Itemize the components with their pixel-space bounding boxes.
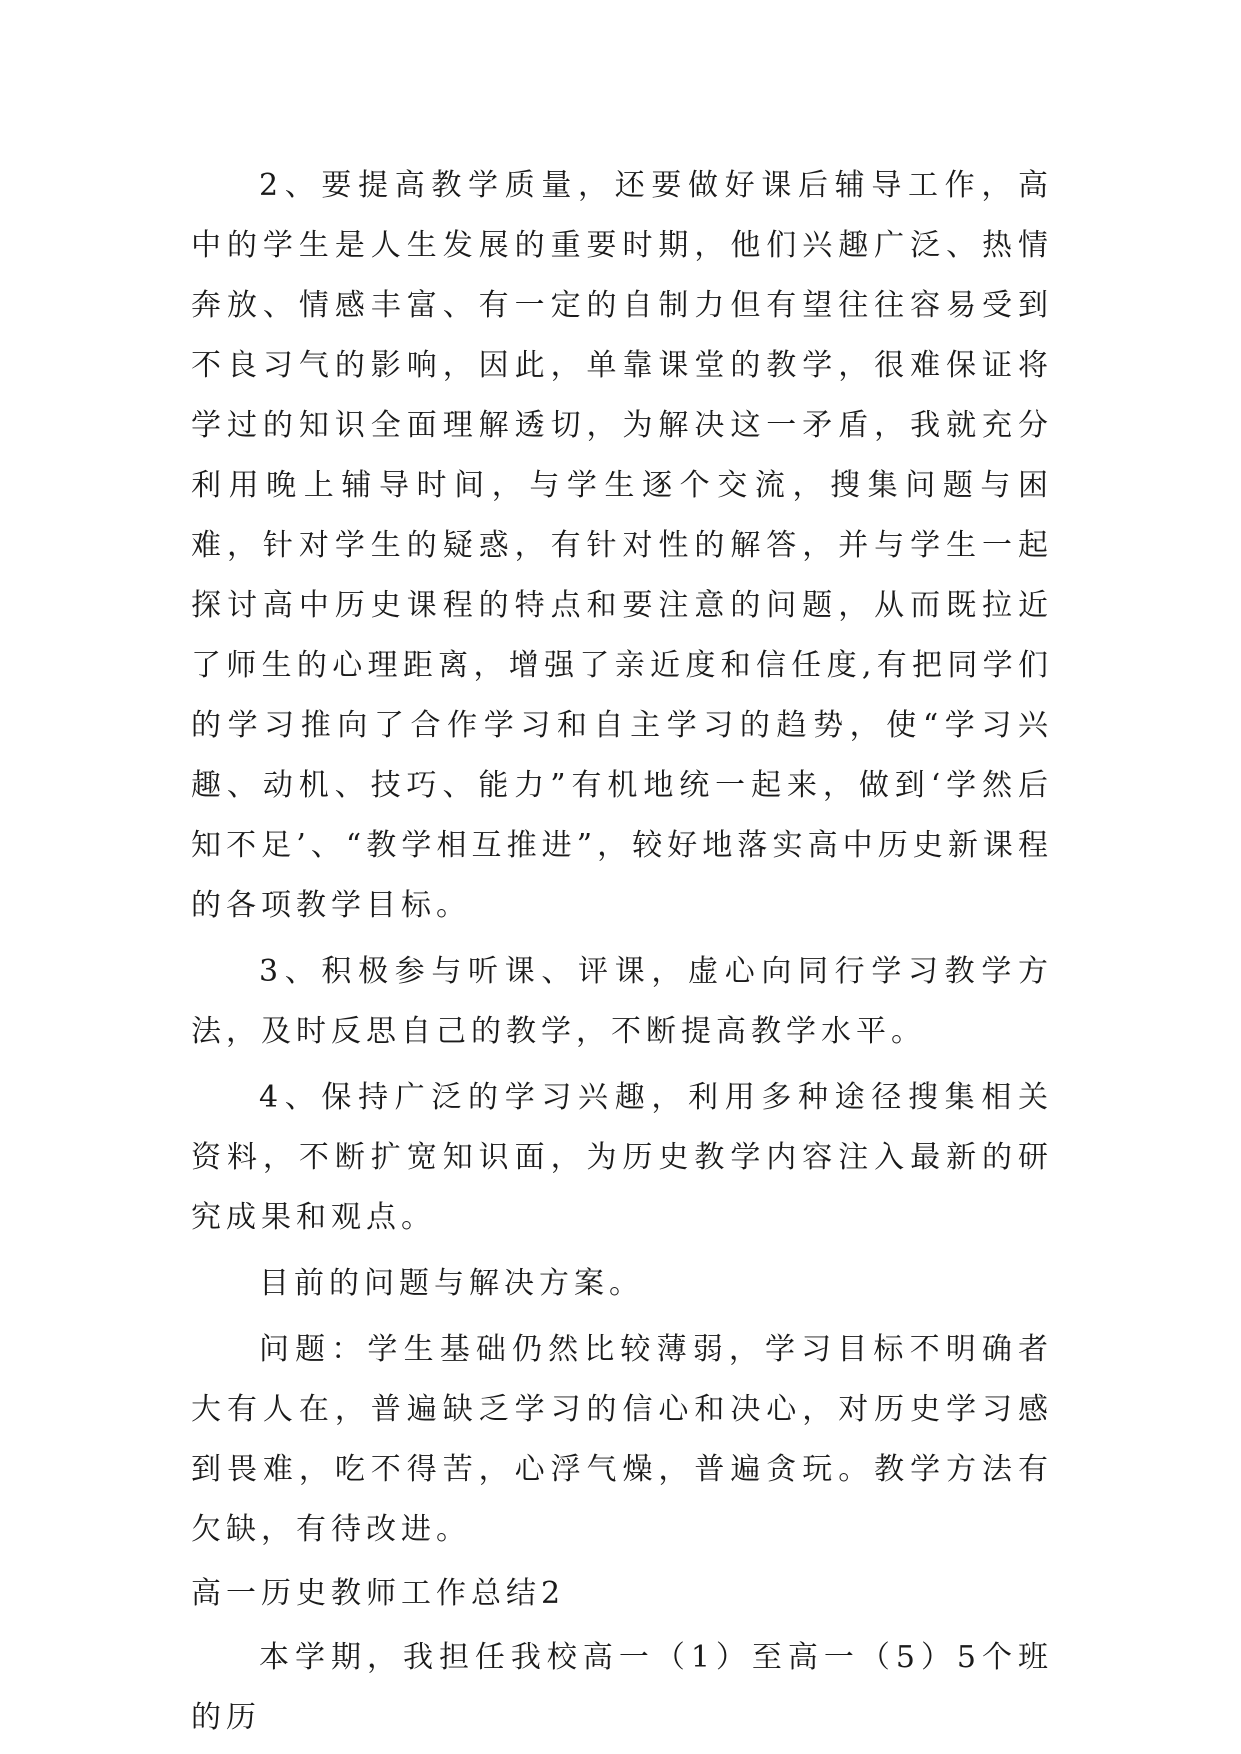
section-heading: 高一历史教师工作总结2 [191,1576,566,1611]
paragraph-peer-observation: 3、积极参与听课、评课，虚心向同行学习教学方法，及时反思自己的教学，不断提高教学水平。 [191,954,1053,1049]
paragraph-learning-interest: 4、保持广泛的学习兴趣，利用多种途径搜集相关资料，不断扩宽知识面，为历史教学内容注入最新的研究成果和观点。 [191,1080,1053,1235]
paragraph-problems: 问题：学生基础仍然比较薄弱，学习目标不明确者大有人在，普遍缺乏学习的信心和决心，对历史学习感到畏难，吃不得苦，心浮气燥，普遍贪玩。教学方法有欠缺，有待改进。 [191,1332,1053,1547]
paragraph-semester-intro: 本学期，我担任我校高一（1）至高一（5）5个班的历 [191,1640,1053,1735]
paragraph-problems-title: 目前的问题与解决方案。 [259,1266,644,1301]
paragraph-after-school-tutoring: 2、要提高教学质量，还要做好课后辅导工作，高中的学生是人生发展的重要时期，他们兴趣广泛、热情奔放、情感丰富、有一定的自制力但有望往往容易受到不良习气的影响，因此，单靠课堂的教学，很难保证将学过的知识全面理解透切，为解决这一矛盾，我就充分利用晚上辅导时间，与学生逐个交流，搜集问题与困难，针对学生的疑惑，有针对性的解答，并与学生一起探讨高中历史课程的特点和要注意的问题，从而既拉近了师生的心理距离，增强了亲近度和信任度,有把同学们的学习推向了合作学习和自主学习的趋势，使“学习兴趣、动机、技巧、能力”有机地统一起来，做到‘学然后知不足’、“教学相互推进”，较好地落实高中历史新课程的各项教学目标。 [191,168,1053,923]
document-body [191,156,1053,1754]
